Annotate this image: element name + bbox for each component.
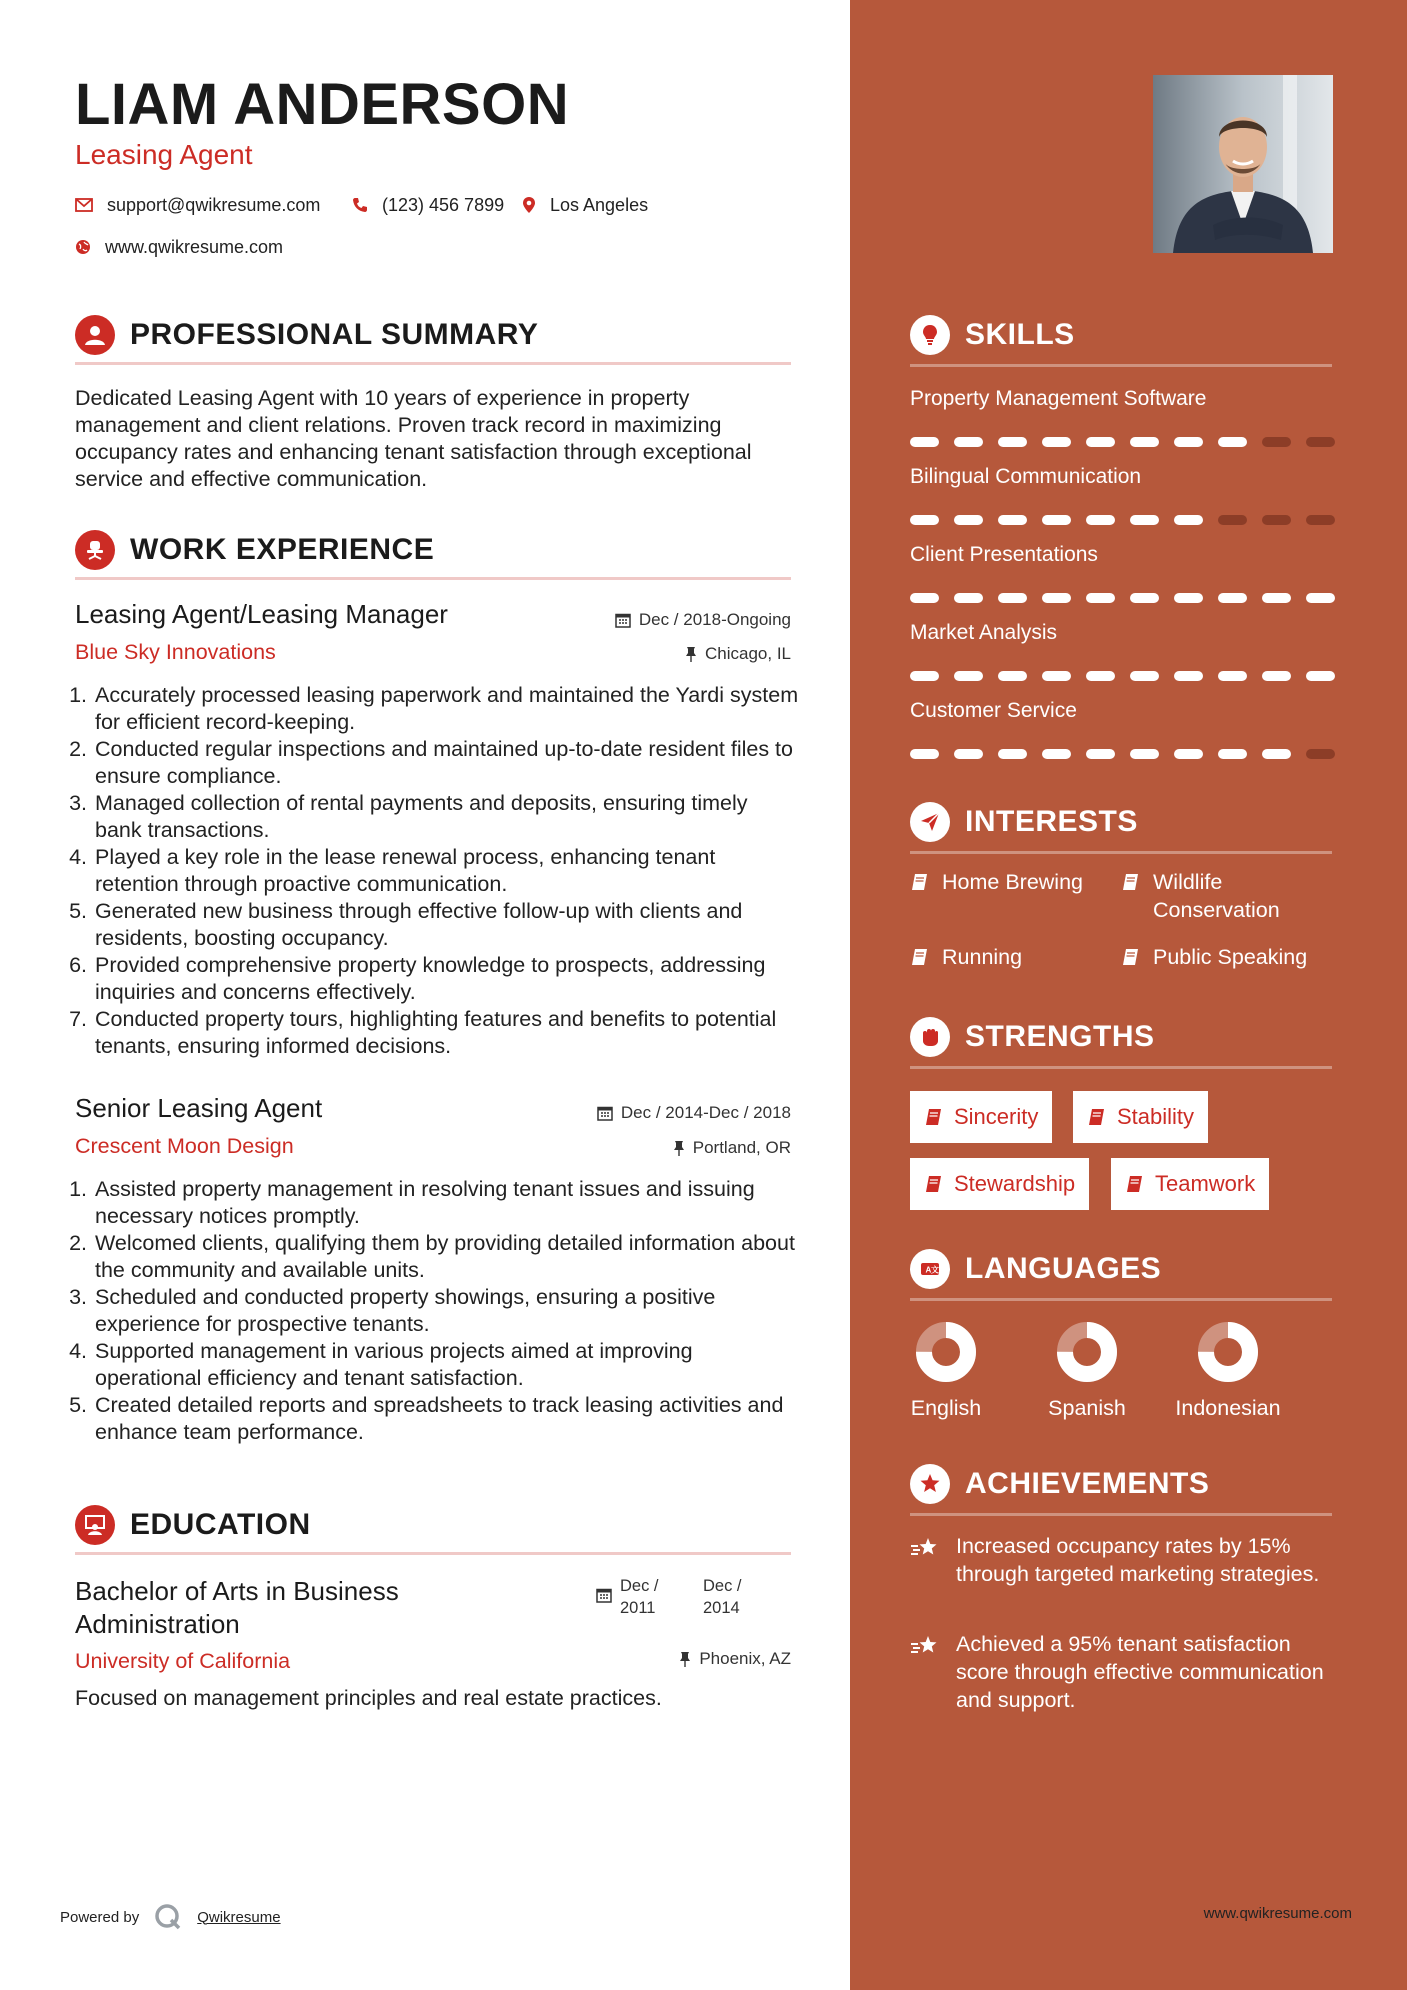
education-date-start: Dec / 2011 (596, 1575, 659, 1619)
languages-title: LANGUAGES (965, 1252, 1162, 1285)
translate-icon (910, 1249, 950, 1289)
skill-dot-filled (1218, 671, 1247, 681)
skill-dot-filled (1042, 749, 1071, 759)
skill-dot-filled (910, 749, 939, 759)
book-icon (910, 872, 930, 892)
paper-plane-icon (910, 802, 950, 842)
svg-text:A: A (925, 1265, 932, 1275)
skill-dot-filled (1306, 593, 1335, 603)
skill-dot-filled (1262, 749, 1291, 759)
pushpin-icon (679, 1651, 691, 1667)
book-icon (924, 1174, 944, 1194)
contact-phone[interactable] (352, 193, 504, 217)
skill-dot-filled (954, 749, 983, 759)
book-icon (910, 947, 930, 967)
skill-dot-filled (954, 593, 983, 603)
skill-dot-filled (998, 671, 1027, 681)
skill-dot-filled (1174, 593, 1203, 603)
skill-dot-empty (1306, 515, 1335, 525)
list-item: 4. Supported management in various projects aimed at improving operational efficiency and tenant satisfaction. (93, 1338, 800, 1392)
strengths-section-header (910, 1017, 1332, 1069)
strength-chip: Stability (1073, 1091, 1208, 1143)
job-1-location: Chicago, IL (685, 643, 791, 665)
shooting-star-icon (910, 1634, 942, 1658)
job-1-date: Dec / 2018-Ongoing (615, 609, 791, 631)
language-item: English (886, 1320, 1006, 1421)
skill-dot-filled (910, 671, 939, 681)
skill-dot-filled (1042, 671, 1071, 681)
skill-dot-filled (1130, 749, 1159, 759)
skill-name: Market Analysis (910, 621, 1058, 644)
skill-dot-filled (954, 515, 983, 525)
job-2-location: Portland, OR (673, 1137, 791, 1159)
svg-text:文: 文 (931, 1265, 939, 1275)
contact-location (522, 193, 648, 217)
skill-level (910, 515, 1335, 525)
job-1-company: Blue Sky Innovations (75, 640, 276, 664)
skill-dot-filled (1130, 671, 1159, 681)
list-item: 3. Scheduled and conducted property showings, ensuring a positive experience for prospective tenants. (93, 1284, 800, 1338)
skill-dot-filled (998, 593, 1027, 603)
pushpin-icon (685, 646, 697, 662)
summary-text: Dedicated Leasing Agent with 10 years of experience in property management and client relations. Proven track record in maximizing occupancy rates and enhancing tenant satisfaction through exceptional service and effective communication. (75, 386, 752, 491)
skill-dot-filled (998, 515, 1027, 525)
language-item: Spanish (1027, 1320, 1147, 1421)
calendar-icon (597, 1105, 613, 1121)
skill-level (910, 437, 1335, 447)
skill-dot-filled (1306, 671, 1335, 681)
skill-dot-filled (998, 749, 1027, 759)
skill-name: Client Presentations (910, 543, 1098, 566)
phone-icon (352, 197, 368, 213)
email-text: support@qwikresume.com (107, 195, 321, 215)
shooting-star-icon (910, 1536, 942, 1560)
skill-dot-filled (1086, 749, 1115, 759)
skill-dot-filled (954, 437, 983, 447)
language-ring-center (934, 1340, 958, 1364)
summary-title: PROFESSIONAL SUMMARY (130, 318, 539, 351)
language-ring-center (1216, 1340, 1240, 1364)
skill-dot-filled (1042, 593, 1071, 603)
achievement-item: Achieved a 95% tenant satisfaction score through effective communication and support. (910, 1630, 1330, 1714)
skills-section-header (910, 315, 1332, 367)
achievement-item: Increased occupancy rates by 15% through targeted marketing strategies. (910, 1532, 1330, 1588)
skill-dot-filled (1086, 671, 1115, 681)
skill-name: Property Management Software (910, 387, 1207, 410)
language-level-ring (1196, 1320, 1260, 1384)
book-icon (1121, 872, 1141, 892)
book-icon (1125, 1174, 1145, 1194)
calendar-icon (596, 1587, 612, 1603)
job-1-responsibilities (65, 682, 800, 1060)
candidate-name: LIAM ANDERSON (75, 72, 570, 137)
list-item: 1. Assisted property management in resolving tenant issues and issuing necessary notices promptly. (93, 1176, 800, 1230)
job-2-date: Dec / 2014-Dec / 2018 (597, 1102, 791, 1124)
list-item: 3. Managed collection of rental payments and deposits, ensuring timely bank transactions. (93, 790, 800, 844)
candidate-role: Leasing Agent (75, 139, 253, 170)
strength-chip: Sincerity (910, 1091, 1052, 1143)
skill-name: Customer Service (910, 699, 1077, 722)
list-item: 1. Accurately processed leasing paperwork and maintained the Yardi system for efficient record-keeping. (93, 682, 800, 736)
book-icon (1121, 947, 1141, 967)
achievements-section-header (910, 1464, 1332, 1516)
skill-dot-filled (910, 515, 939, 525)
skill-level (910, 749, 1335, 759)
list-item: 2. Welcomed clients, qualifying them by providing detailed information about the community and available units. (93, 1230, 800, 1284)
skill-dot-filled (1130, 593, 1159, 603)
office-chair-icon (75, 530, 115, 570)
interest-item: Public Speaking (1121, 943, 1331, 971)
education-location: Phoenix, AZ (679, 1648, 791, 1670)
skill-dot-empty (1306, 437, 1335, 447)
education-description: Focused on management principles and real estate practices. (75, 1686, 662, 1710)
lightbulb-icon (910, 315, 950, 355)
list-item: 4. Played a key role in the lease renewal process, enhancing tenant retention through proactive communication. (93, 844, 800, 898)
skill-dot-filled (1086, 515, 1115, 525)
languages-section-header (910, 1249, 1332, 1301)
book-icon (1087, 1107, 1107, 1127)
skill-level (910, 593, 1335, 603)
website-text: www.qwikresume.com (105, 237, 284, 257)
skill-dot-filled (1042, 437, 1071, 447)
location-text: Los Angeles (550, 195, 649, 215)
skill-dot-filled (1042, 515, 1071, 525)
summary-section-header (75, 315, 791, 365)
user-icon (75, 315, 115, 355)
strengths-title: STRENGTHS (965, 1020, 1155, 1053)
skill-level (910, 671, 1335, 681)
brand-link[interactable]: Qwikresume (197, 1908, 281, 1926)
education-title: EDUCATION (130, 1508, 311, 1541)
skill-dot-filled (1130, 437, 1159, 447)
skills-title: SKILLS (965, 318, 1075, 351)
skill-dot-filled (1218, 749, 1247, 759)
skill-dot-filled (1218, 437, 1247, 447)
book-icon (924, 1107, 944, 1127)
skill-dot-filled (1086, 593, 1115, 603)
job-2-company: Crescent Moon Design (75, 1134, 294, 1158)
skill-dot-filled (1174, 437, 1203, 447)
skill-dot-filled (1086, 437, 1115, 447)
calendar-icon (615, 612, 631, 628)
list-item: 2. Conducted regular inspections and maintained up-to-date resident files to ensure compliance. (93, 736, 800, 790)
pushpin-icon (673, 1140, 685, 1156)
language-level-ring (914, 1320, 978, 1384)
profile-photo (1153, 75, 1333, 253)
job-2-responsibilities (65, 1176, 800, 1446)
education-school: University of California (75, 1649, 291, 1673)
skill-dot-filled (1262, 671, 1291, 681)
skill-dot-empty (1262, 515, 1291, 525)
experience-title: WORK EXPERIENCE (130, 533, 435, 566)
list-item: 7. Conducted property tours, highlighting features and benefits to potential tenants, ensuring informed decisions. (93, 1006, 800, 1060)
footer-website[interactable]: www.qwikresume.com (1203, 1905, 1352, 1922)
strength-chip: Stewardship (910, 1158, 1089, 1210)
list-item: 5. Generated new business through effective follow-up with clients and residents, boosting occupancy. (93, 898, 800, 952)
interests-section-header (910, 802, 1332, 854)
language-ring-center (1075, 1340, 1099, 1364)
award-star-icon (910, 1464, 950, 1504)
education-date-end: Dec / 2014 (703, 1577, 742, 1617)
phone-text: (123) 456 7899 (382, 195, 505, 215)
skill-dot-filled (910, 593, 939, 603)
education-degree: Bachelor of Arts in Business Administration (75, 1576, 399, 1639)
list-item: 5. Created detailed reports and spreadsheets to track leasing activities and enhance team performance. (93, 1392, 800, 1446)
list-item: 6. Provided comprehensive property knowledge to prospects, addressing inquiries and concerns effectively. (93, 952, 800, 1006)
envelope-icon (75, 198, 93, 212)
skill-dot-filled (1262, 593, 1291, 603)
skill-dot-empty (1306, 749, 1335, 759)
skill-dot-filled (954, 671, 983, 681)
globe-icon (75, 239, 91, 255)
skill-dot-empty (1218, 515, 1247, 525)
skill-dot-filled (1174, 515, 1203, 525)
job-1-title: Leasing Agent/Leasing Manager (75, 599, 448, 629)
skill-dot-filled (910, 437, 939, 447)
skill-name: Bilingual Communication (910, 465, 1142, 488)
contact-website[interactable] (75, 235, 283, 259)
language-item: Indonesian (1168, 1320, 1288, 1421)
skill-dot-filled (1130, 515, 1159, 525)
map-pin-icon (522, 196, 536, 214)
raised-fist-icon (910, 1017, 950, 1057)
job-2-title: Senior Leasing Agent (75, 1093, 323, 1123)
skill-dot-empty (1262, 437, 1291, 447)
skill-dot-filled (1174, 749, 1203, 759)
interest-item: Running (910, 943, 1120, 971)
experience-section-header (75, 530, 791, 580)
skill-dot-filled (1174, 671, 1203, 681)
language-level-ring (1055, 1320, 1119, 1384)
skill-dot-filled (1218, 593, 1247, 603)
skill-dot-filled (998, 437, 1027, 447)
interests-title: INTERESTS (965, 805, 1138, 838)
interest-item: Home Brewing (910, 868, 1120, 896)
achievements-title: ACHIEVEMENTS (965, 1467, 1210, 1500)
powered-by (60, 1902, 281, 1932)
interest-item: Wildlife Conservation (1121, 868, 1331, 924)
teacher-icon (75, 1505, 115, 1545)
powered-by-text: Powered by (60, 1908, 140, 1926)
contact-email[interactable] (75, 193, 320, 217)
education-section-header (75, 1505, 791, 1555)
qwikresume-logo-icon (153, 1902, 183, 1932)
strength-chip: Teamwork (1111, 1158, 1269, 1210)
